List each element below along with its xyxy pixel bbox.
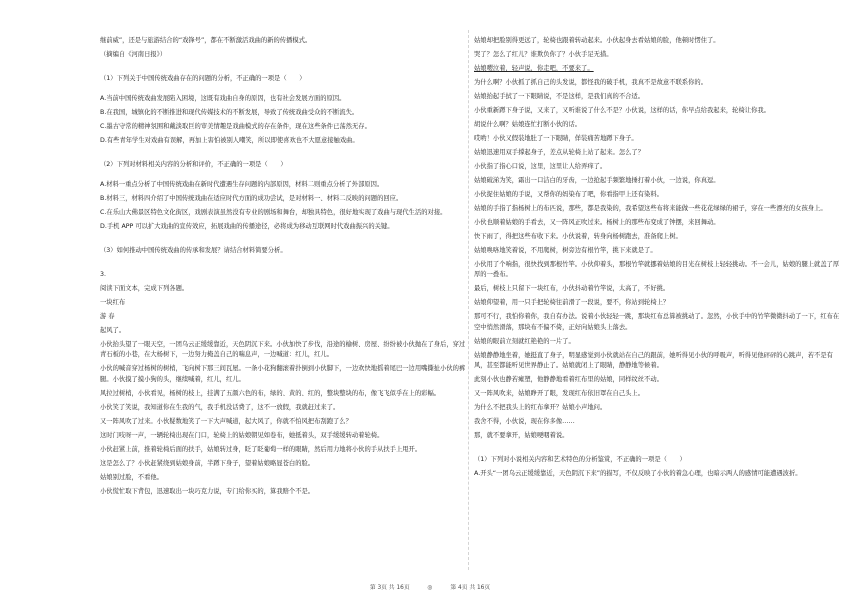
spacer [100, 150, 470, 160]
right-paragraph: （1）下列对小说相关内容和艺术特色的分析鉴赏，不正确的一项是（ ） [474, 456, 686, 464]
left-paragraph: C.在乐山大佛景区特色文化街区，戏剧表演虽然没有专业的剧场和舞台，却独具特色，很好地实现了戏曲与现代生活的对接。 [100, 209, 447, 216]
page-separator-icon: ◎ [427, 585, 433, 591]
page-divider [468, 30, 469, 570]
right-paragraph: 姑娘却把脸别得更远了，轮椅也跟着转动起来。小伙起身去看姑娘的脸，他顿时愣住了。 [474, 37, 720, 44]
right-paragraph: 姑娘迅速用双手撑起身子，差点从轮椅上站了起来。怎么了？ [474, 149, 645, 156]
right-paragraph: 姑娘嘤泣着，轻声说，你走吧，不要来了。 [474, 65, 594, 72]
left-paragraph: 小伙笑了笑说，我知道你在生我的气，我手机没话费了，这不一放假，我就赶过来了。 [100, 403, 340, 411]
right-paragraph: 姑娘仰望着，用一只手把轮椅往前滑了一段说，要不，你站到轮椅上？ [474, 299, 670, 307]
left-paragraph: B.材料三，材料四介绍了中国传统戏曲在适应时代方面的成功尝试，是对材料一、材料二反映的问题的回应。 [100, 195, 403, 202]
left-paragraph: 阅读下面文本，完成下列各题。 [100, 285, 189, 292]
left-paragraph: A.材料一重点分析了中国传统戏曲在新时代遭遇生存问题的内部原因，材料二则重点分析了外部原因。 [100, 181, 384, 188]
right-paragraph: 小伙重新蹲下身子说，又来了，又听谁说了什么不是？小伙说，这样的话，你早点给我起来，轮椅让你我。 [474, 107, 770, 114]
left-paragraph: 小伙慌忙取下背包，迅速取出一块巧克力说，专门给你买的，算我赔个不是。 [100, 487, 315, 495]
right-paragraph: 快下雨了，得把这些布收下来。小伙说着，转身向杨树跑去，准备爬上树。 [474, 233, 682, 240]
right-paragraph: A.开头“一团乌云正缓缓靠近，天色阴沉下来”的描写，不仅反映了小伙的着急心理，也暗示两人的感情可能遭遇波折。 [474, 470, 802, 478]
left-paragraph: 小伙的喊音穿过杨树的树梢，飞向树下那三间瓦屋。一条小花狗翻滚着扑倒到小伙脚下，一边欢快地摇着尾巴一边用嘴撕扯小伙的裤腿。小伙摸了摸小狗的头，继续喊着，红儿，红儿。 [100, 365, 466, 383]
page-footer [0, 582, 860, 591]
left-paragraph: 游 春 [100, 313, 115, 320]
left-page-number: 第 3页 共 16页 [369, 585, 410, 591]
left-paragraph: 一块红布 [100, 299, 126, 306]
left-paragraph: 姑娘别过脸，不看他。 [100, 473, 163, 481]
right-paragraph: 姑娘抬起手拭了一下眼睛说，不是这样，是我们真的不合适。 [474, 93, 645, 100]
spacer [100, 260, 470, 270]
right-paragraph: 姑娘破涕为笑，霜出一口洁白的牙齿，一边抢起手频繁地捶打着小伙，一边说，你真逗。 [474, 177, 720, 184]
right-paragraph: 姑娘的眼前立刻就红艳艳的一片了。 [474, 337, 575, 345]
right-paragraph: 胡说什么啊？姑娘连忙打断小伙的话。 [474, 121, 582, 128]
right-page-number: 第 4页 共 16页 [450, 585, 491, 591]
left-paragraph: 风拉过树梢，小伙看见，杨树的枝上，挂满了五颜六色的布，绿的、黄的、红的，整块整块的布，像飞飞似乎在上的彩幅。 [100, 389, 441, 397]
right-paragraph: 最后，树枝上只留下一块红布，小伙抖动着竹竿说，太高了，不好挑。 [474, 285, 670, 293]
left-paragraph: （摘编自《河南日报》） [100, 51, 167, 58]
right-page-column [474, 36, 844, 483]
spacer [474, 445, 844, 455]
left-paragraph: C.墨古守常的精神氛围和戴淡取巨的审美情趣是戏曲模式的存在条件，现在这些条件已荡然无存。 [100, 123, 371, 130]
right-paragraph: 我舍不得，小伙说，现在你多像…… [474, 418, 575, 426]
left-paragraph: 继前威”，还是与旅游结合的“戏锋号”，都在不断激活戏曲的新的传播模式。 [100, 37, 312, 44]
spacer [100, 64, 470, 74]
left-paragraph: （3）如何推动中国传统戏曲的传承和发展？请结合材料简要分析。 [100, 247, 287, 254]
left-paragraph: 起风了。 [100, 327, 126, 334]
right-paragraph: 小伙也顺着姑娘的手看去，又一阵风正吹过来。杨树上的那些布变成了钟摆，来回舞动。 [474, 219, 720, 226]
left-paragraph: A.当前中国传统戏曲发展陷入困境，这既有戏曲自身的原因，也有社会发展方面的原因。 [100, 95, 346, 102]
left-page-column [100, 36, 470, 501]
left-paragraph: B.在我国，城镇化的不断推进和现代传媒技术的不断发展，导致了传统戏曲受众的不断流失。 [100, 109, 359, 116]
right-paragraph: 又一阵风吹来，姑娘睁开了眼，发现红布依旧罩在自己头上。 [474, 390, 645, 398]
left-paragraph: （1）下列关于中国传统戏曲存在的问题的分析，不正确的一项是（ ） [100, 75, 306, 82]
right-paragraph: 姑娘唤咯地笑着说，不用爬树，树旁边有根竹竿，挑下来就是了。 [474, 247, 657, 254]
right-paragraph: 小伙用了个响指，很快找到那根竹竿。小伙仰着头，那根竹竿就挪着姑娘的目光在树枝上轻轻挑动。不一会儿，姑娘的腿上就盖了厚厚的一叠布。 [474, 261, 840, 279]
right-paragraph: 为什么啊？小伙抓了抓自己的头发说，都怪我的破手机，我真不是故意不联系你的。 [474, 79, 707, 86]
right-paragraph: 哭了？怎么了红儿？谁欺负你了？小伙手足无措。 [474, 51, 613, 58]
left-paragraph: 小伙赶紧上前，推着轮椅后面的扶手，姑娘转过身，眨了眨葡萄一样的眼睛，然后用力地将小伙的手从扶手上甩开。 [100, 445, 422, 453]
right-paragraph: 那可不行，我怕你着你，我自有办法。说着小伙轻轻一跳，那块红布总算被挑动了。忽然，小伙手中的竹竿微微抖动了一下，红布在空中悄然滑落，那块布不偏不倚，正好向姑娘头上落去。 [474, 313, 840, 331]
right-paragraph: 此刻小伙也静若瘫塑，他静静地看着红布里的姑娘，同样纹丝不动。 [474, 376, 663, 384]
left-paragraph: 又一阵风吹了过来。小伙疑数地笑了一下大声喊道，起大风了，你就不怕风把布刮跑了么？ [100, 417, 352, 425]
left-paragraph: 小伙抬头望了一眼天空，一团乌云正缓缓靠近，天色阴沉下来。小伙加快了步伐，沿途的榆树、房屋、纷纷被小伙抛在了身后，穿过青石板的小巷，在大杨树下，一边努力掩盖自己的喘息声，一边喊道：红儿，红儿。 [100, 341, 466, 359]
left-paragraph: 这是怎么了？小伙赶紧绕到姑娘身前，半蹲下身子，望着姑娘略显苍白的脸。 [100, 459, 315, 467]
right-paragraph: 姑娘的手指了指杨树上的布匹说，那些，都是我染的，我希望这些布将来能做一些花花绿绿的裙子，穿在一些漂亮的女孩身上。 [474, 205, 827, 212]
left-paragraph: D.有些青年学生对戏曲有误解，再加上害怕被别人嘲笑，所以即使喜欢也不大愿意接触戏曲。 [100, 137, 359, 144]
left-paragraph: （2）下列对材料相关内容的分析和评价，不正确的一项是（ ） [100, 161, 287, 168]
left-paragraph: 这时门吱呀一声，一辆轮椅出现在门口，轮椅上的姑娘朝见如卷布，她抵着头，双手缓缓转动着轮椅。 [100, 431, 384, 439]
spacer [100, 236, 470, 246]
right-paragraph: 姑娘静静地坐着，她挺直了身子，明显感觉到小伙就站在自己的跟前，她听得见小伙的呼吸声，听得见他砰砰的心跳声，若不是有风，甚至都能听见世界静止了。姑娘就闭上了眼睛，静静地等候着。 [474, 351, 833, 370]
right-paragraph: 小伙捉住姑娘的手说，又帮你的妈染布了吧，你看指甲上还有染料。 [474, 191, 663, 198]
right-paragraph: 小伙指了指心口说，这里，这里让人给弄痒了。 [474, 163, 607, 170]
left-paragraph: D.手机 APP 可以扩大戏曲的宣传效应，拓展戏曲的传播途径，必将成为移动互联网时代戏曲振兴的关键。 [100, 223, 394, 230]
right-paragraph: 那，就不要拿开，姑娘哽咽着说。 [474, 432, 569, 440]
left-paragraph: 3. [100, 271, 107, 278]
right-paragraph: 哎哟！小伙又假装地肚了一下眼睛，佯装痛苦地蹲下身子。 [474, 135, 638, 142]
right-paragraph: 为什么不把我头上的红布拿开？姑娘小声地问。 [474, 404, 607, 412]
